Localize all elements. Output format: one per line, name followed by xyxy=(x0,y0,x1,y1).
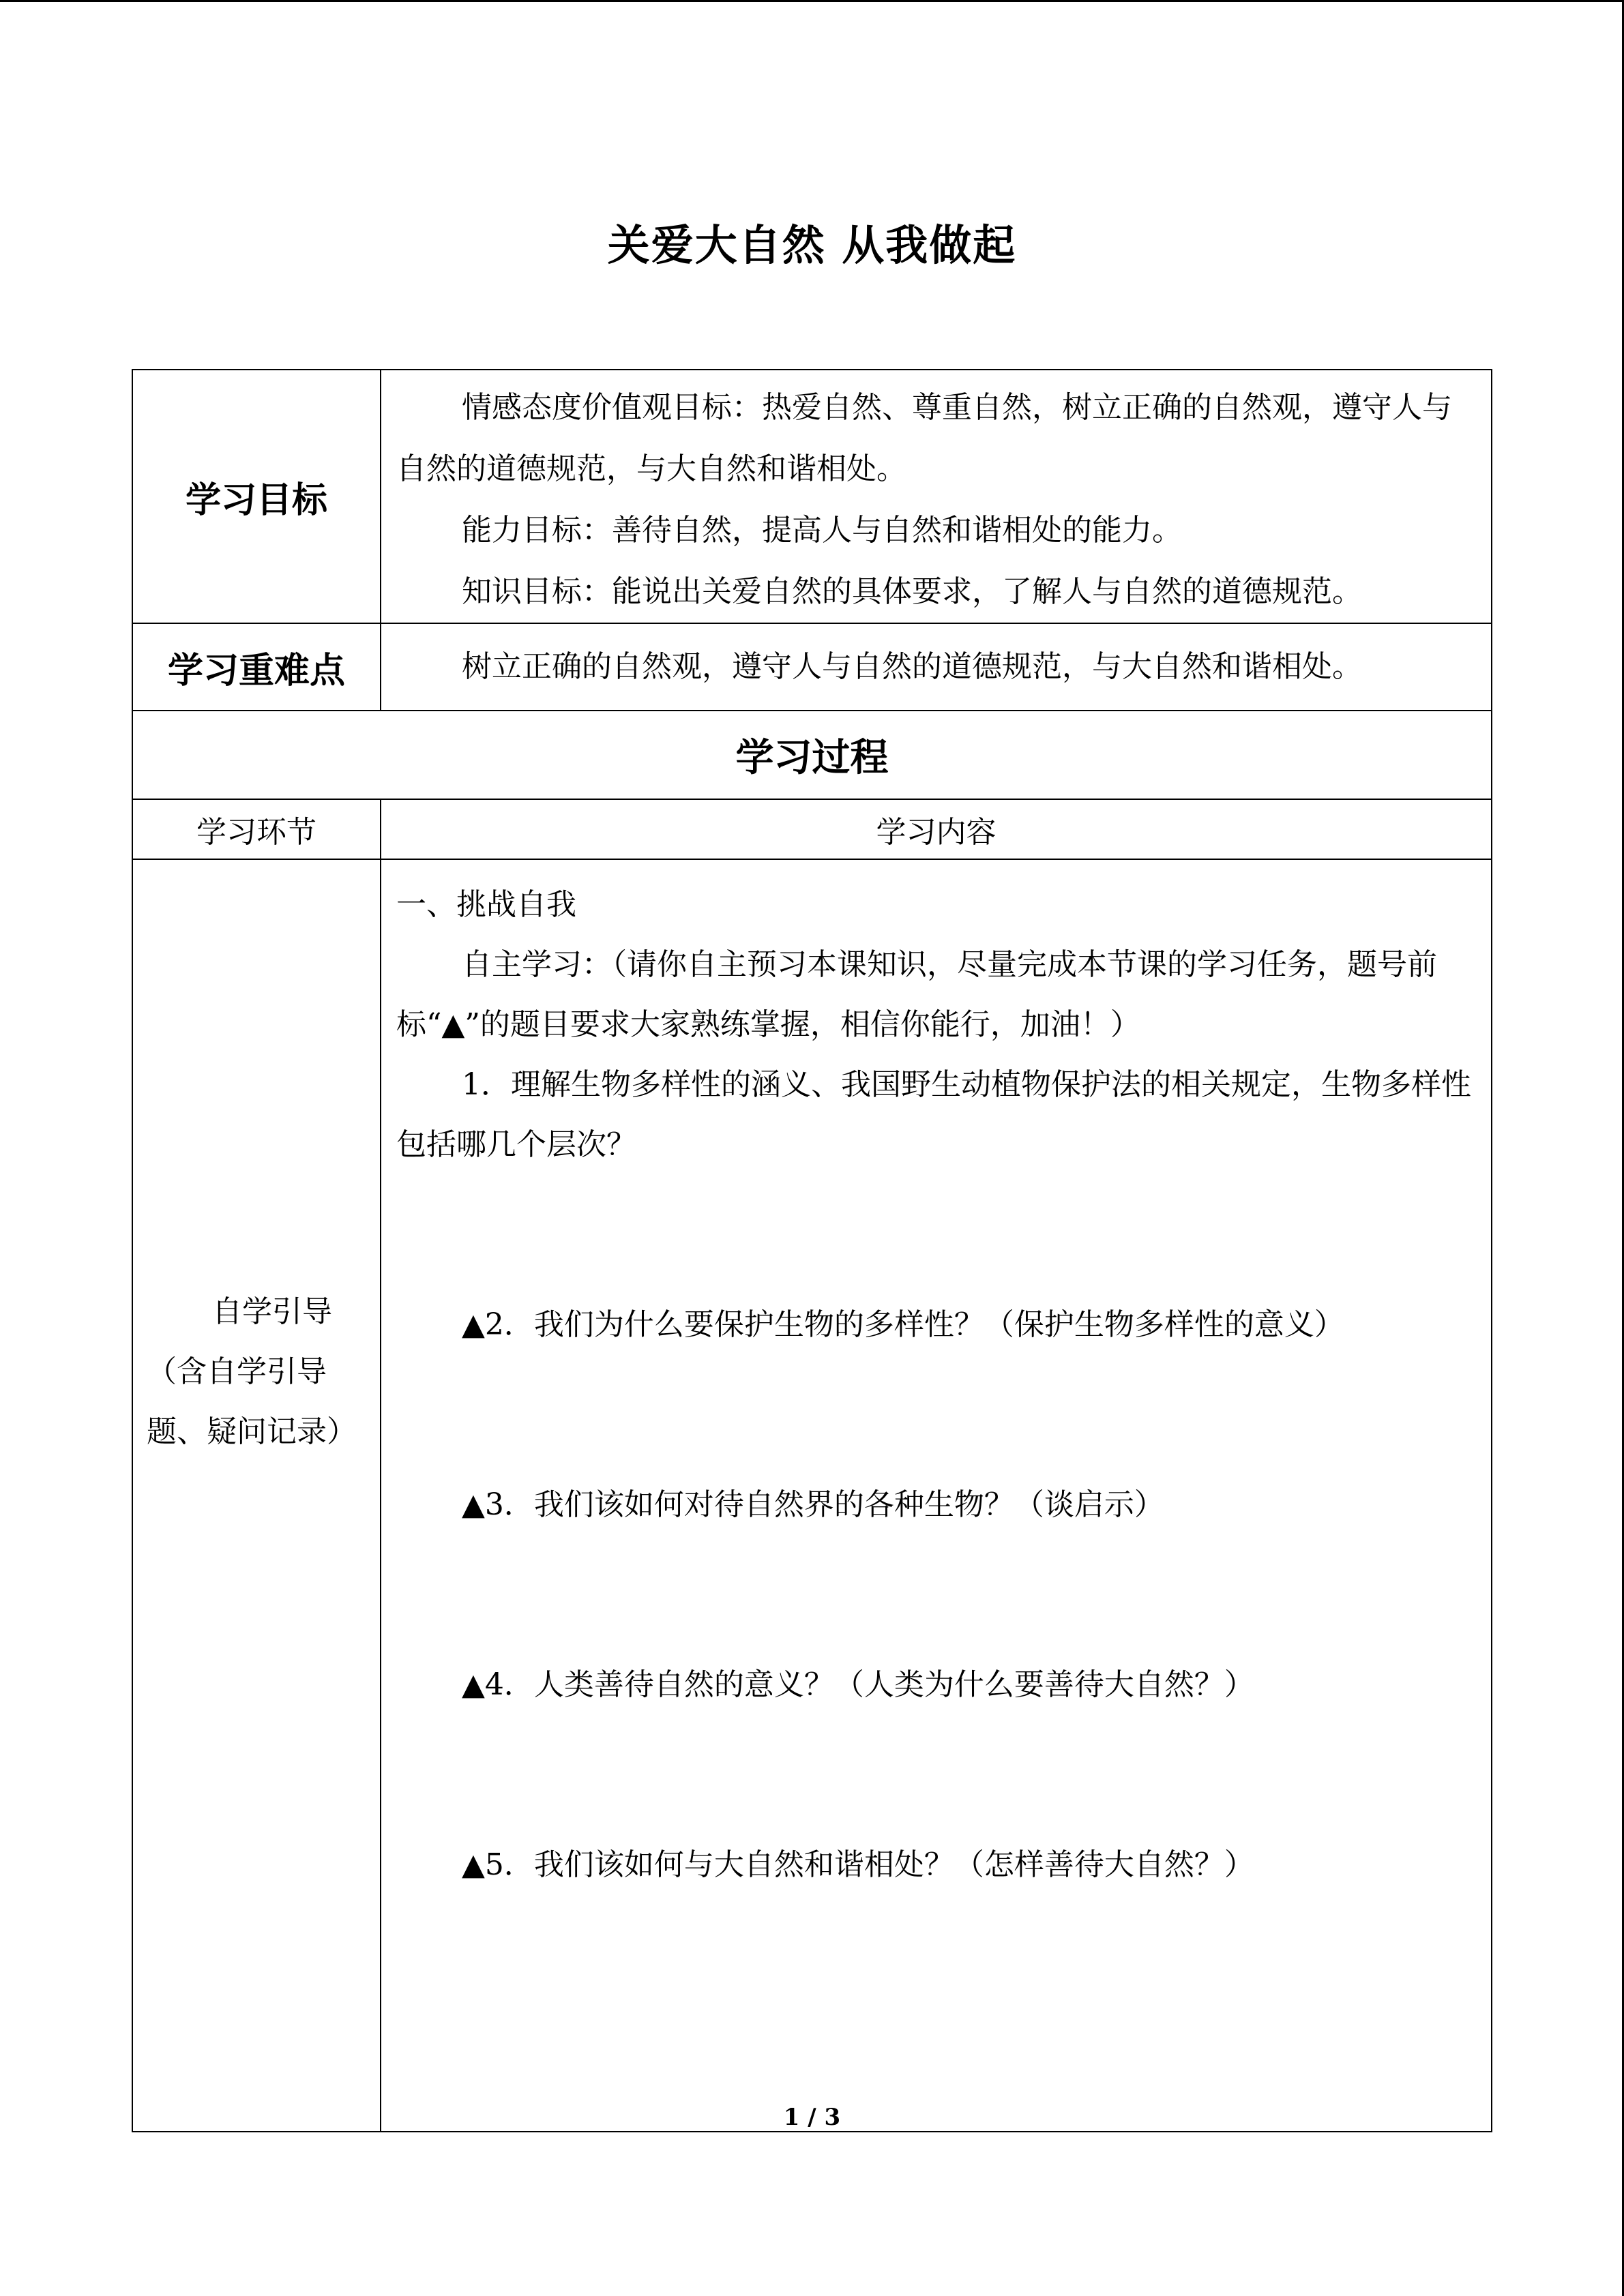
objective-ability: 能力目标：善待自然，提高人与自然和谐相处的能力。 xyxy=(462,513,1182,548)
process-heading: 学习过程 xyxy=(132,711,1492,799)
content-column-header: 学习内容 xyxy=(381,799,1492,859)
content-cell xyxy=(381,859,1492,2132)
stage-label: 自学引导（含自学引导题、疑问记录） xyxy=(147,1294,357,1449)
page-title: 关爱大自然 从我做起 xyxy=(607,220,1017,270)
lesson-table xyxy=(132,369,1492,2132)
key-points-text: 树立正确的自然观，遵守人与自然的道德规范，与大自然和谐相处。 xyxy=(462,649,1362,684)
question-5: ▲5．我们该如何与大自然和谐相处？（怎样善待大自然？） xyxy=(462,1847,1254,1882)
page-number: 1 / 3 xyxy=(783,2104,841,2131)
question-2: ▲2．我们为什么要保护生物的多样性？（保护生物多样性的意义） xyxy=(462,1307,1344,1342)
question-4: ▲4．人类善待自然的意义？（人类为什么要善待大自然？） xyxy=(462,1667,1254,1702)
question-3: ▲3．我们该如何对待自然界的各种生物？（谈启示） xyxy=(462,1487,1164,1522)
objectives-content xyxy=(381,370,1492,623)
objectives-label: 学习目标 xyxy=(132,370,381,623)
objective-knowledge: 知识目标：能说出关爱自然的具体要求，了解人与自然的道德规范。 xyxy=(462,574,1362,609)
objective-emotion: 情感态度价值观目标：热爱自然、尊重自然，树立正确的自然观，遵守人与自然的道德规范，与大自然和谐相处。 xyxy=(396,390,1452,486)
stage-column-header: 学习环节 xyxy=(132,799,381,859)
key-points-label: 学习重难点 xyxy=(132,623,381,711)
question-1: 1．理解生物多样性的涵义、我国野生动植物保护法的相关规定，生物多样性包括哪几个层次？ xyxy=(396,1067,1471,1162)
section-title: 一、挑战自我 xyxy=(396,887,576,922)
stage-cell xyxy=(132,859,381,2132)
key-points-content xyxy=(381,623,1492,711)
intro-text: 自主学习：（请你自主预习本课知识，尽量完成本节课的学习任务，题号前标“▲”的题目要求大家熟练掌握，相信你能行，加油！） xyxy=(396,947,1437,1042)
